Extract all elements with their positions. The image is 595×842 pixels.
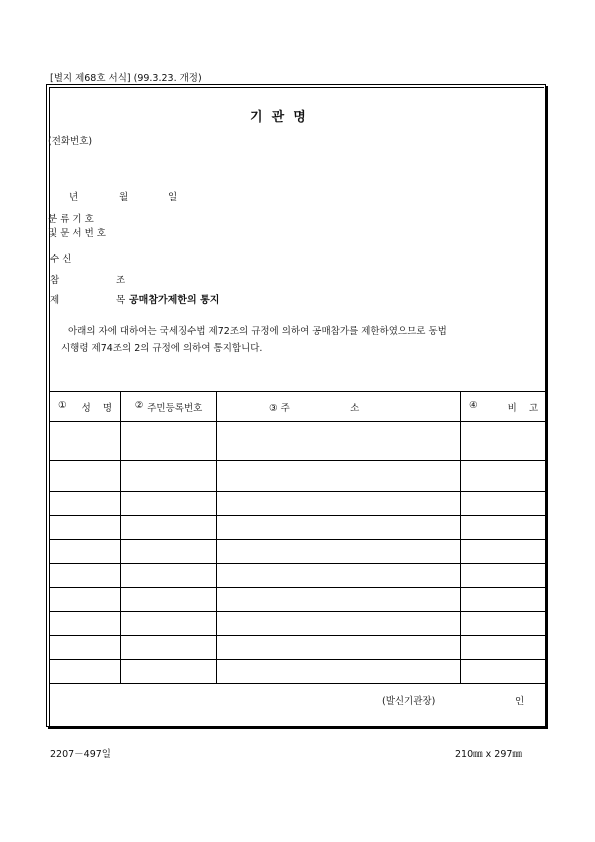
body-line1: 아래의 자에 대하여는 국세징수법 제72조의 규정에 의하여 공매참가를 제한하였으므로 동법 — [68, 326, 447, 337]
classification-line2: 및 문 서 번 호 — [48, 228, 106, 239]
table-cell — [461, 612, 547, 636]
recipient-label: 수 신 — [50, 254, 72, 265]
table-row — [50, 636, 547, 660]
table-cell — [50, 516, 121, 540]
table-row — [50, 461, 547, 492]
table-row — [50, 422, 547, 461]
table-cell — [461, 492, 547, 516]
date-year: 년 — [69, 192, 79, 203]
phone-label: (전화번호) — [48, 136, 93, 147]
table-cell — [50, 564, 121, 588]
reference-suffix: 조 — [116, 275, 126, 286]
table-cell — [461, 540, 547, 564]
table-cell — [461, 564, 547, 588]
table-row — [50, 540, 547, 564]
table-cell — [217, 564, 461, 588]
table-cell — [121, 492, 217, 516]
date-day: 일 — [168, 192, 178, 203]
column-header-name: ① 성 명 — [50, 392, 121, 422]
table-row — [50, 612, 547, 636]
table-cell — [217, 636, 461, 660]
table-cell — [217, 492, 461, 516]
table-cell — [121, 540, 217, 564]
table-cell — [217, 540, 461, 564]
subject-suffix: 목 — [116, 295, 126, 306]
table-cell — [121, 564, 217, 588]
column-header-remarks: ④ 비 고 — [461, 392, 547, 422]
table-cell — [50, 540, 121, 564]
table-cell — [50, 636, 121, 660]
table-cell — [50, 588, 121, 612]
table-cell — [121, 612, 217, 636]
table-cell — [121, 461, 217, 492]
footer-form-number: 2207－497일 — [50, 749, 111, 760]
table-row — [50, 564, 547, 588]
table-cell — [217, 588, 461, 612]
date-month: 월 — [119, 192, 129, 203]
table-header-row — [50, 392, 547, 422]
table-cell — [461, 422, 547, 461]
table-cell — [121, 516, 217, 540]
table-cell — [50, 461, 121, 492]
table-cell — [217, 516, 461, 540]
footer-paper-size: 210㎜ x 297㎜ — [455, 749, 522, 760]
table-row — [50, 588, 547, 612]
table-cell — [50, 660, 121, 684]
table-cell — [50, 612, 121, 636]
table-cell — [461, 660, 547, 684]
table-cell — [50, 492, 121, 516]
seal-mark: 인 — [515, 696, 525, 707]
table-cell — [217, 612, 461, 636]
column-header-address: ③ 주 소 — [217, 392, 461, 422]
form-code: [별지 제68호 서식] (99.3.23. 개정) — [50, 73, 202, 84]
body-line2: 시행령 제74조의 2의 규정에 의하여 통지합니다. — [61, 343, 263, 354]
table-cell — [50, 422, 121, 461]
sender-title: (발신기관장) — [382, 696, 436, 707]
table-cell — [121, 636, 217, 660]
table-row — [50, 516, 547, 540]
table-cell — [217, 422, 461, 461]
subject-label: 제 — [50, 295, 60, 306]
column-header-id-number: ② 주민등록번호 — [121, 392, 217, 422]
table-row — [50, 492, 547, 516]
table-cell — [121, 422, 217, 461]
frame-inner-top-rule — [49, 87, 544, 88]
table-cell — [121, 588, 217, 612]
table-cell — [461, 636, 547, 660]
table-cell — [461, 588, 547, 612]
reference-label: 참 — [50, 275, 60, 286]
subject-value: 공매참가제한의 통지 — [129, 295, 220, 306]
table-cell — [461, 516, 547, 540]
table-cell — [217, 461, 461, 492]
classification-line1: 분 류 기 호 — [48, 214, 94, 225]
page-title: 기 관 명 — [250, 110, 306, 125]
table-cell — [217, 660, 461, 684]
table-cell — [121, 660, 217, 684]
notice-table — [49, 391, 547, 684]
table-cell — [461, 461, 547, 492]
table-row — [50, 660, 547, 684]
